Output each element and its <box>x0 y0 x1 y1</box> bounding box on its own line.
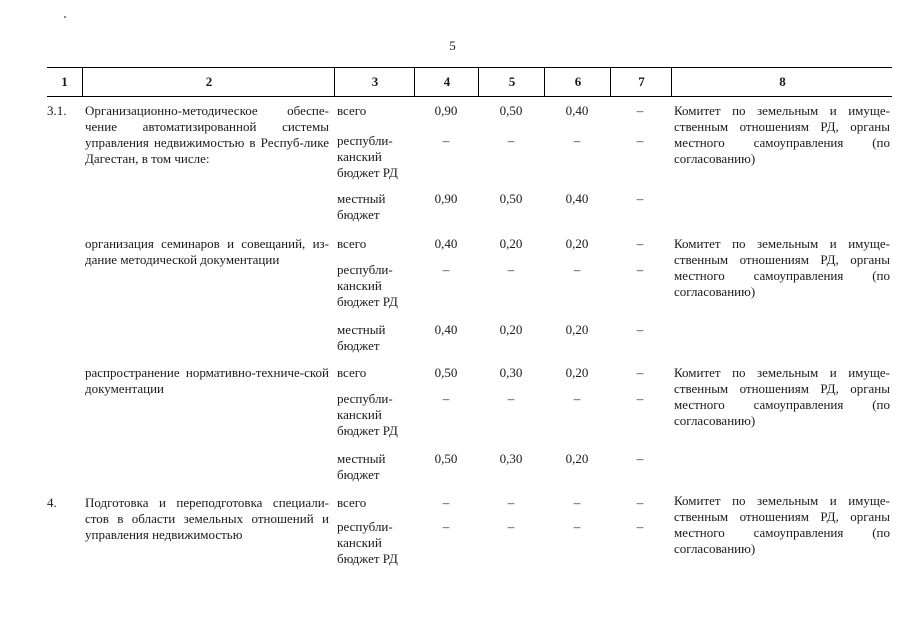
executor: Комитет по земельным и имуще-ственным отношениям РД, органы местного самоуправления (по согласованию) <box>674 493 890 556</box>
item-name: Организационно-методическое обеспе-чение автоматизированной системы управления недвижимостью в Респуб-лике Дагестан, в том числе: <box>85 103 329 166</box>
value-cell-4: 0,40 <box>434 236 458 251</box>
funding-source: местный бюджет <box>337 191 386 222</box>
value-cell-5: – <box>507 262 515 277</box>
value-cell-4: 0,50 <box>434 451 458 466</box>
value-cell-6: – <box>573 495 581 510</box>
value-cell-5: – <box>507 495 515 510</box>
item-number: 4. <box>47 495 57 510</box>
value-cell-5: – <box>507 519 515 534</box>
value-cell-6: 0,20 <box>565 236 589 251</box>
value-cell-7: – <box>636 495 644 510</box>
funding-source: всего <box>337 236 367 251</box>
value-cell-7: – <box>636 322 644 337</box>
executor: Комитет по земельным и имуще-ственным отношениям РД, органы местного самоуправления (по согласованию) <box>674 365 890 428</box>
item-name: организация семинаров и совещаний, из-дание методической документации <box>85 236 329 267</box>
value-cell-4: – <box>442 519 450 534</box>
value-cell-5: 0,20 <box>499 236 523 251</box>
header-col-1: 1 <box>61 74 68 89</box>
funding-source: республи-канский бюджет РД <box>337 519 398 566</box>
value-cell-4: – <box>442 391 450 406</box>
funding-source: всего <box>337 365 367 380</box>
value-cell-4: – <box>442 133 450 148</box>
funding-source: местный бюджет <box>337 322 386 353</box>
header-col-2: 2 <box>82 68 335 96</box>
header-col-8: 8 <box>671 68 893 96</box>
header-col-5: 5 <box>478 68 545 96</box>
header-col-3: 3 <box>334 68 415 96</box>
header-col-6: 6 <box>544 68 611 96</box>
value-cell-5: 0,50 <box>499 191 523 206</box>
table-header <box>47 67 892 97</box>
header-col-4: 4 <box>414 68 479 96</box>
value-cell-7: – <box>636 191 644 206</box>
value-cell-4: 0,40 <box>434 322 458 337</box>
value-cell-7: – <box>636 133 644 148</box>
value-cell-7: – <box>636 236 644 251</box>
value-cell-6: – <box>573 262 581 277</box>
value-cell-7: – <box>636 391 644 406</box>
header-col-7: 7 <box>610 68 672 96</box>
item-name: Подготовка и переподготовка специали-стов в области земельных отношений и управления недвижимостью <box>85 495 329 542</box>
funding-source: всего <box>337 103 367 118</box>
value-cell-7: – <box>636 519 644 534</box>
value-cell-7: – <box>636 262 644 277</box>
value-cell-7: – <box>636 103 644 118</box>
funding-source: местный бюджет <box>337 451 386 482</box>
value-cell-5: 0,30 <box>499 365 523 380</box>
funding-source: республи-канский бюджет РД <box>337 391 398 438</box>
value-cell-7: – <box>636 365 644 380</box>
executor: Комитет по земельным и имуще-ственным отношениям РД, органы местного самоуправления (по согласованию) <box>674 103 890 166</box>
value-cell-5: 0,50 <box>499 103 523 118</box>
executor: Комитет по земельным и имуще-ственным отношениям РД, органы местного самоуправления (по согласованию) <box>674 236 890 299</box>
item-name: распространение нормативно-техниче-ской документации <box>85 365 329 396</box>
value-cell-5: – <box>507 133 515 148</box>
value-cell-6: 0,40 <box>565 103 589 118</box>
funding-source: республи-канский бюджет РД <box>337 133 398 180</box>
item-number: 3.1. <box>47 103 67 118</box>
value-cell-5: 0,30 <box>499 451 523 466</box>
value-cell-5: – <box>507 391 515 406</box>
value-cell-4: – <box>442 495 450 510</box>
scan-dot <box>64 16 66 18</box>
funding-source: республи-канский бюджет РД <box>337 262 398 309</box>
funding-source: всего <box>337 495 367 510</box>
value-cell-6: 0,40 <box>565 191 589 206</box>
value-cell-6: – <box>573 519 581 534</box>
value-cell-4: 0,90 <box>434 103 458 118</box>
value-cell-4: 0,50 <box>434 365 458 380</box>
value-cell-4: – <box>442 262 450 277</box>
value-cell-6: – <box>573 133 581 148</box>
value-cell-6: – <box>573 391 581 406</box>
page-number: 5 <box>449 38 456 53</box>
value-cell-6: 0,20 <box>565 365 589 380</box>
value-cell-4: 0,90 <box>434 191 458 206</box>
value-cell-7: – <box>636 451 644 466</box>
value-cell-6: 0,20 <box>565 451 589 466</box>
value-cell-6: 0,20 <box>565 322 589 337</box>
value-cell-5: 0,20 <box>499 322 523 337</box>
